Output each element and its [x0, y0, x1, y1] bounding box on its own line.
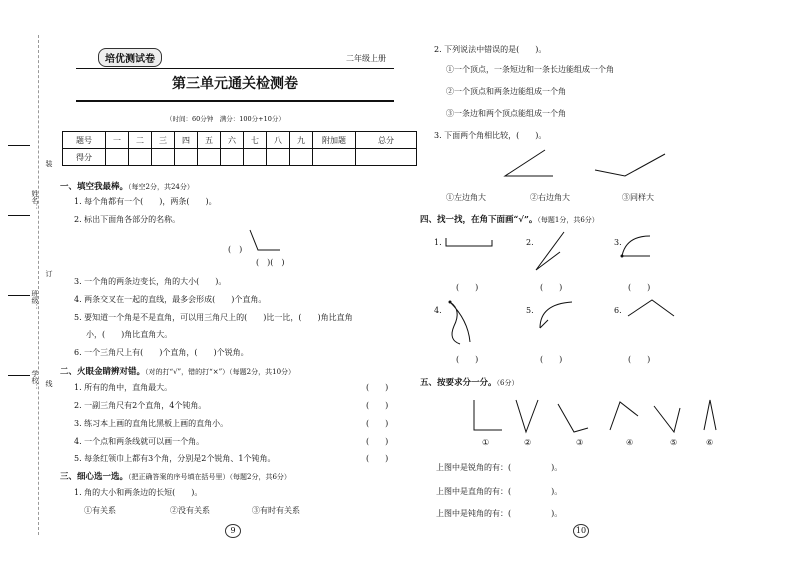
angle-figure	[240, 228, 280, 258]
score-input[interactable]	[244, 149, 267, 166]
s1-item: 2. 标出下面角各部分的名称。	[74, 215, 181, 224]
s3-option: ③一条边和两个顶点能组成一个角	[446, 109, 566, 118]
s2-item: 2. 一副三角尺有2个直角，4个钝角。	[74, 401, 207, 410]
table-row	[63, 149, 417, 166]
judge-paren[interactable]: ( )	[366, 383, 389, 392]
binding-strip	[8, 35, 39, 535]
s4-label: 2.	[526, 238, 534, 247]
table-cell: 七	[244, 132, 267, 149]
s3-option: ①左边角大	[446, 193, 486, 202]
s2-item: 3. 练习本上画的直角比黑板上画的直角小。	[74, 419, 229, 428]
table-cell: 五	[198, 132, 221, 149]
s4-figure-3	[620, 234, 660, 264]
s4-label: 5.	[526, 306, 534, 315]
label-class: 班级：	[31, 290, 39, 311]
s4-figure-4	[446, 300, 476, 345]
header	[76, 40, 394, 106]
s4-label: 3.	[614, 238, 622, 247]
s1-item: 6. 一个三角尺上有( )个直角，( )个锐角。	[74, 348, 249, 357]
s1-item: 4. 两条交叉在一起的直线，最多会形成( )个直角。	[74, 295, 267, 304]
compare-angles	[505, 150, 665, 180]
label-name: 姓名：	[31, 190, 39, 211]
score-input[interactable]	[267, 149, 290, 166]
s3-option: ②一个顶点和两条边能组成一个角	[446, 87, 566, 96]
score-input[interactable]	[106, 149, 129, 166]
section-2-title: 二、火眼金睛辨对错。（对的打“√”，错的打“×”）（每题2分，共10分）	[60, 367, 296, 377]
score-input[interactable]	[221, 149, 244, 166]
s2-item: 4. 一个点和两条线就可以画一个角。	[74, 437, 205, 446]
s4-paren[interactable]: ( )	[540, 283, 563, 292]
s4-figure-1	[444, 238, 494, 250]
s2-item: 1. 所有的角中，直角最大。	[74, 383, 173, 392]
judge-paren[interactable]: ( )	[366, 401, 389, 410]
label-school: 学校：	[31, 370, 39, 391]
table-cell: 六	[221, 132, 244, 149]
s5-label: ①	[482, 438, 490, 447]
table-cell: 四	[175, 132, 198, 149]
s4-label: 6.	[614, 306, 622, 315]
binding-line	[8, 145, 30, 146]
binding-mark: 装	[45, 160, 53, 167]
table-cell: 二	[129, 132, 152, 149]
binding-line	[8, 295, 30, 296]
score-input[interactable]	[290, 149, 313, 166]
s5-answer: 上图中是锐角的有：( )。	[436, 463, 563, 472]
s1-item: 3. 一个角的两条边变长，角的大小( )。	[74, 277, 227, 286]
table-cell: 八	[267, 132, 290, 149]
s1-item: 小，( )角比直角大。	[86, 330, 173, 339]
s3-option: ③有时有关系	[252, 506, 300, 515]
s5-label: ⑥	[706, 438, 714, 447]
section-4-title: 四、找一找，在角下面画“√”。（每题1分，共6分）	[420, 215, 599, 225]
s4-figure-6	[626, 298, 676, 322]
s4-paren[interactable]: ( )	[456, 283, 479, 292]
section-1-title: 一、填空我最棒。（每空2分，共24分）	[60, 182, 194, 192]
score-input[interactable]	[313, 149, 356, 166]
binding-line	[8, 375, 30, 376]
table-cell: 题号	[63, 132, 106, 149]
s5-answer: 上图中是直角的有：( )。	[436, 487, 563, 496]
s4-paren[interactable]: ( )	[628, 355, 651, 364]
section-5-title: 五、按要求分一分。（6分）	[420, 378, 519, 388]
s4-paren[interactable]: ( )	[540, 355, 563, 364]
table-cell: 九	[290, 132, 313, 149]
s3-option: ①有关系	[84, 506, 116, 515]
s3-option: ②右边角大	[530, 193, 570, 202]
table-cell: 附加题	[313, 132, 356, 149]
grade-label: 二年级上册	[346, 54, 386, 63]
table-cell: 得分	[63, 149, 106, 166]
score-input[interactable]	[129, 149, 152, 166]
s5-answer: 上图中是钝角的有：( )。	[436, 509, 563, 518]
s4-label: 4.	[434, 306, 442, 315]
s1-item: 1. 每个角都有一个( )，两条( )。	[74, 197, 217, 206]
s3-option: ①一个顶点，一条短边和一条长边能组成一个角	[446, 65, 614, 74]
s3-option: ③同样大	[622, 193, 654, 202]
table-cell: 三	[152, 132, 175, 149]
binding-mark: 线	[45, 380, 53, 387]
s3-q2: 2. 下列说法中错误的是( )。	[434, 45, 547, 54]
judge-paren[interactable]: ( )	[366, 454, 389, 463]
score-table	[62, 131, 417, 166]
score-input[interactable]	[152, 149, 175, 166]
s5-label: ④	[626, 438, 634, 447]
s5-label: ⑤	[670, 438, 678, 447]
s1-item: 5. 要知道一个角是不是直角，可以用三角尺上的( )比一比，( )角比直角	[74, 313, 353, 322]
s3-q3: 3. 下面两个角相比较，( )。	[434, 131, 547, 140]
s2-item: 5. 每条红领巾上都有3个角，分别是2个锐角、1个钝角。	[74, 454, 276, 463]
binding-line	[8, 215, 30, 216]
section-3-title: 三、细心选一选。（把正确答案的序号填在括号里）（每题2分，共6分）	[60, 472, 291, 482]
binding-mark: 订	[45, 270, 53, 277]
s5-label: ②	[524, 438, 532, 447]
angle-paren: ( )	[228, 245, 243, 254]
exam-meta: （时间：60分钟 满分：100分+10分）	[166, 115, 285, 123]
table-cell: 总分	[356, 132, 417, 149]
s3-option: ②没有关系	[170, 506, 210, 515]
s3-q1: 1. 角的大小和两条边的长短( )。	[74, 488, 203, 497]
score-input[interactable]	[175, 149, 198, 166]
table-row	[63, 132, 417, 149]
s4-paren[interactable]: ( )	[456, 355, 479, 364]
score-input[interactable]	[356, 149, 417, 166]
s4-label: 1.	[434, 238, 442, 247]
s4-paren[interactable]: ( )	[628, 283, 651, 292]
s4-figure-2	[530, 232, 570, 272]
angle-paren: ( )( )	[256, 258, 285, 267]
judge-paren[interactable]: ( )	[366, 437, 389, 446]
s4-figure-5	[536, 300, 576, 330]
s5-angles	[470, 398, 720, 436]
score-input[interactable]	[198, 149, 221, 166]
series-badge: 培优测试卷	[98, 48, 162, 67]
table-cell: 一	[106, 132, 129, 149]
page-title: 第三单元通关检测卷	[172, 76, 298, 92]
judge-paren[interactable]: ( )	[366, 419, 389, 428]
s5-label: ③	[576, 438, 584, 447]
page-number: 10	[573, 524, 589, 538]
page-number: 9	[225, 524, 241, 538]
